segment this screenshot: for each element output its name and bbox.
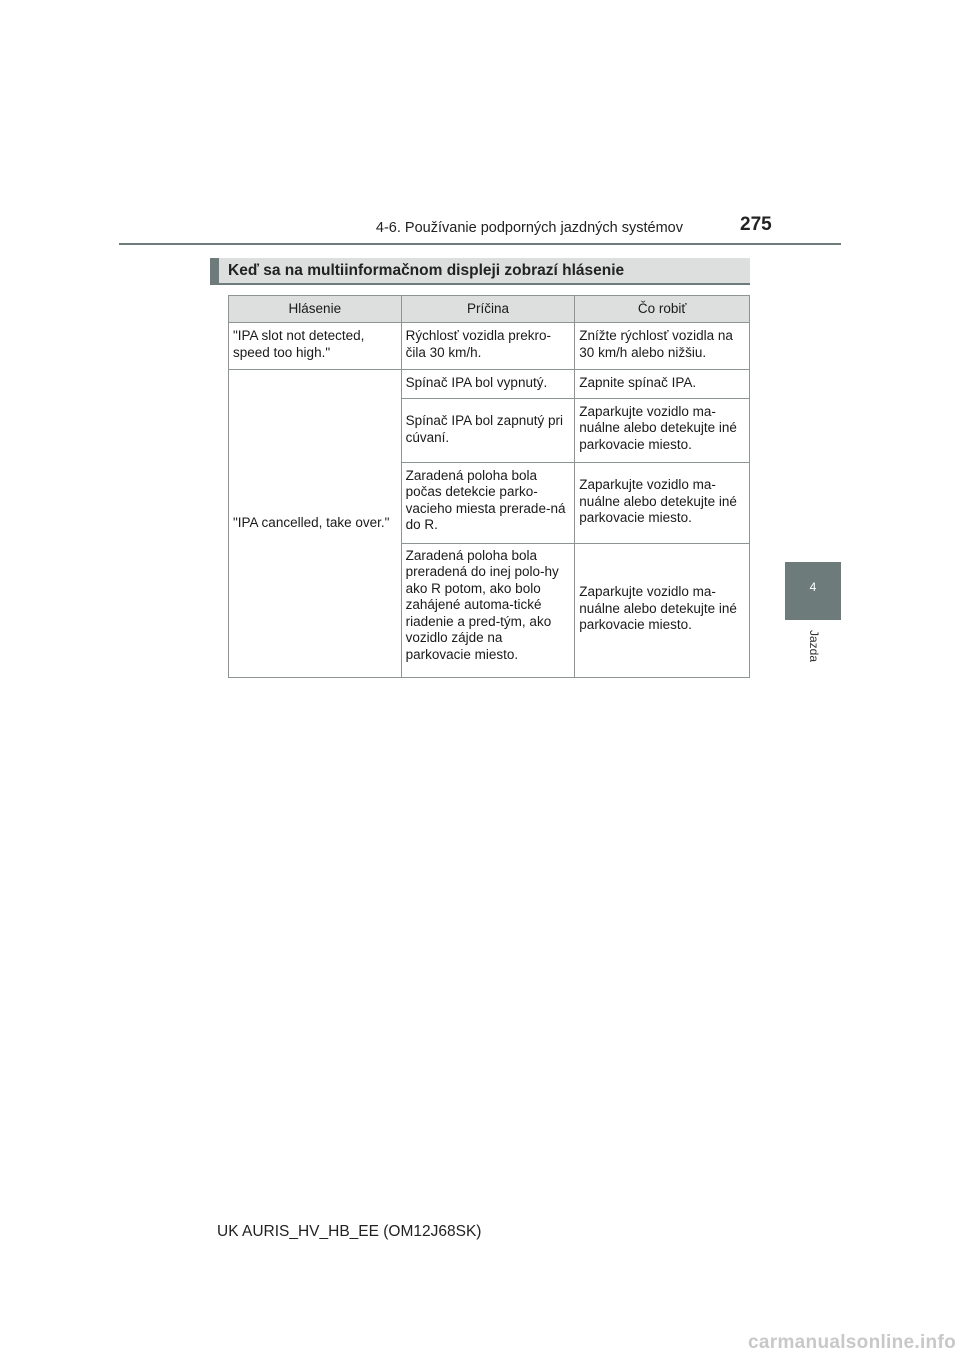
- section-heading-bar: [210, 258, 750, 285]
- chapter-tab-number: 4: [809, 580, 817, 594]
- chapter-tab-label: Jazda: [807, 630, 821, 663]
- chapter-title: 4-6. Používanie podporných jazdných systémov: [375, 220, 683, 236]
- table-row: [229, 323, 750, 370]
- table-header-row: [229, 296, 750, 323]
- action-cell: Znížte rýchlosť vozidla na 30 km/h alebo nižšiu.: [575, 323, 750, 370]
- section-title: Keď sa na multiinformačnom displeji zobrazí hlásenie: [228, 262, 625, 279]
- page-number: 275: [740, 214, 772, 235]
- message-table: [228, 295, 750, 678]
- message-cell: "IPA cancelled, take over.": [229, 370, 402, 678]
- column-header-message: Hlásenie: [229, 296, 402, 323]
- column-header-cause: Príčina: [401, 296, 575, 323]
- cause-cell: Zaradená poloha bola preradená do inej polo-hy ako R potom, ako bolo zahájené automa-tické riadenie a pred-tým, ako vozidlo zájde na parkovacie miesto.: [401, 543, 575, 677]
- action-cell: Zapnite spínač IPA.: [575, 370, 750, 399]
- cause-cell: Spínač IPA bol zapnutý pri cúvaní.: [401, 398, 575, 462]
- column-header-action: Čo robiť: [575, 296, 750, 323]
- table-row: [229, 370, 750, 399]
- cause-cell: Rýchlosť vozidla prekro-čila 30 km/h.: [401, 323, 575, 370]
- model-code-footer: UK AURIS_HV_HB_EE (OM12J68SK): [217, 1223, 482, 1240]
- cause-cell: Spínač IPA bol vypnutý.: [401, 370, 575, 399]
- message-cell: "IPA slot not detected, speed too high.": [229, 323, 402, 370]
- cause-cell: Zaradená poloha bola počas detekcie parko-vacieho miesta prerade-ná do R.: [401, 462, 575, 543]
- action-cell: Zaparkujte vozidlo ma-nuálne alebo detekujte iné parkovacie miesto.: [575, 398, 750, 462]
- watermark: carmanualsonline.info: [748, 1332, 956, 1353]
- action-cell: Zaparkujte vozidlo ma-nuálne alebo detekujte iné parkovacie miesto.: [575, 543, 750, 677]
- header-divider: [119, 243, 841, 245]
- action-cell: Zaparkujte vozidlo ma-nuálne alebo detekujte iné parkovacie miesto.: [575, 462, 750, 543]
